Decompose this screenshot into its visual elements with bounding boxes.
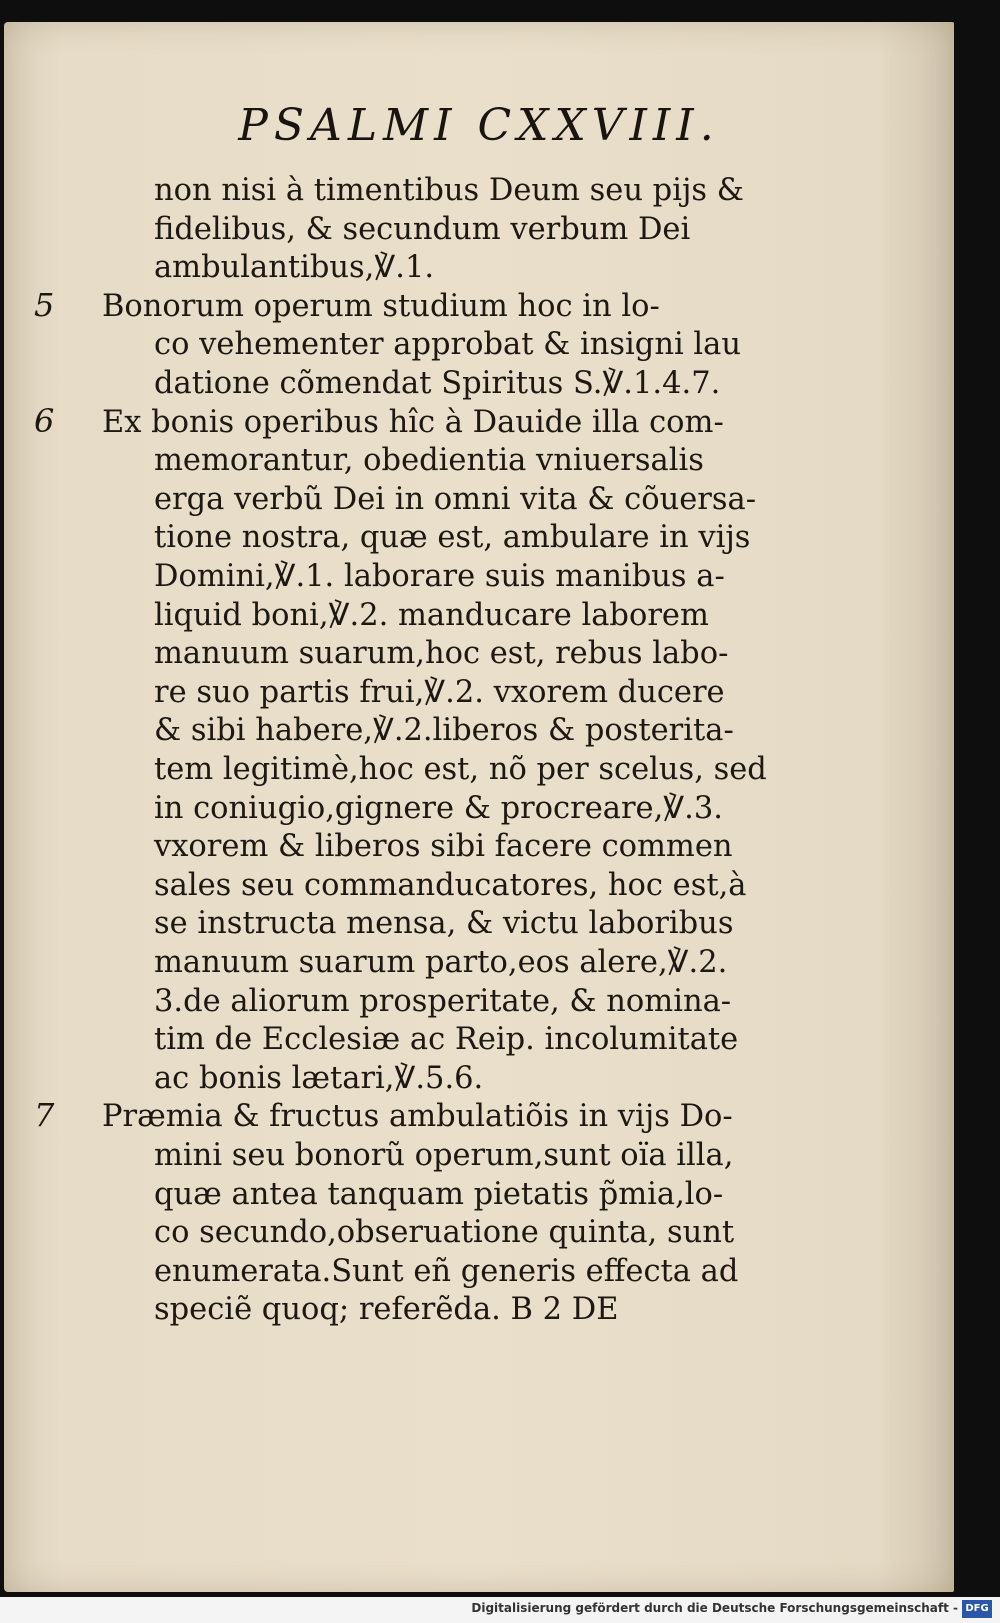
text-line: fidelibus, & secundum verbum Dei	[154, 211, 691, 247]
text-line: co secundo,obseruatione quinta, sunt	[154, 1215, 735, 1251]
text-line: ambulantibus,℣.1.	[154, 250, 435, 286]
text-line: non nisi à timentibus Deum seu pijs &	[154, 173, 744, 208]
text-line: quæ antea tanquam pietatis p̃mia,lo-	[154, 1176, 724, 1212]
text-line: Ex bonis operibus hîc à Dauide illa com-	[102, 404, 724, 440]
running-header: PSALMI CXXVIII.	[238, 100, 720, 151]
text-line: re suo partis frui,℣.2. vxorem ducere	[154, 674, 725, 710]
text-line: mini seu bonorũ operum,sunt oïa illa,	[154, 1138, 734, 1173]
text-line: tem legitimè,hoc est, nõ per scelus, sed	[154, 752, 767, 787]
text-line: sales seu commanducatores, hoc est,à	[154, 867, 747, 903]
text-line: Domini,℣.1. laborare suis manibus a-	[154, 559, 725, 594]
section-number: 5	[34, 285, 55, 324]
text-line: memorantur, obedientia vniuersalis	[154, 443, 704, 479]
text-line: liquid boni,℣.2. manducare laborem	[154, 597, 709, 633]
text-line: vxorem & liberos sibi facere commen	[154, 829, 733, 865]
text-line: in coniugio,gignere & procreare,℣.3.	[154, 790, 723, 826]
text-line: tim de Ecclesiæ ac Reip. incolumitate	[154, 1022, 739, 1058]
text-line: & sibi habere,℣.2.liberos & posterita-	[154, 713, 734, 749]
text-line: erga verbũ Dei in omni vita & cõuersa-	[154, 481, 757, 517]
text-line: manuum suarum parto,eos alere,℣.2.	[154, 945, 728, 980]
funding-notice: Digitalisierung gefördert durch die Deutsche Forschungsgemeinschaft -	[471, 1601, 958, 1615]
text-line: tione nostra, quæ est, ambulare in vijs	[154, 520, 751, 556]
text-line: co vehementer approbat & insigni lau	[154, 327, 741, 363]
text-line: 3.de aliorum prosperitate, & nomina-	[154, 983, 732, 1019]
text-line: ac bonis lætari,℣.5.6.	[154, 1060, 484, 1096]
text-line: se instructa mensa, & victu laboribus	[154, 906, 734, 942]
text-line: manuum suarum,hoc est, rebus labo-	[154, 636, 729, 672]
section-number: 6	[34, 401, 55, 440]
text-line: speciẽ quoq; referẽda. B 2 DE	[154, 1292, 619, 1328]
text-line: enumerata.Sunt eñ generis effecta ad	[154, 1253, 739, 1289]
dfg-logo: DFG	[962, 1600, 992, 1618]
text-line: Bonorum operum studium hoc in lo-	[102, 288, 660, 324]
text-line: Præmia & fructus ambulatiõis in vijs Do-	[102, 1099, 733, 1135]
book-page	[4, 22, 954, 1592]
section-number: 7	[34, 1096, 55, 1135]
text-line: datione cõmendat Spiritus S.℣.1.4.7.	[154, 366, 721, 401]
